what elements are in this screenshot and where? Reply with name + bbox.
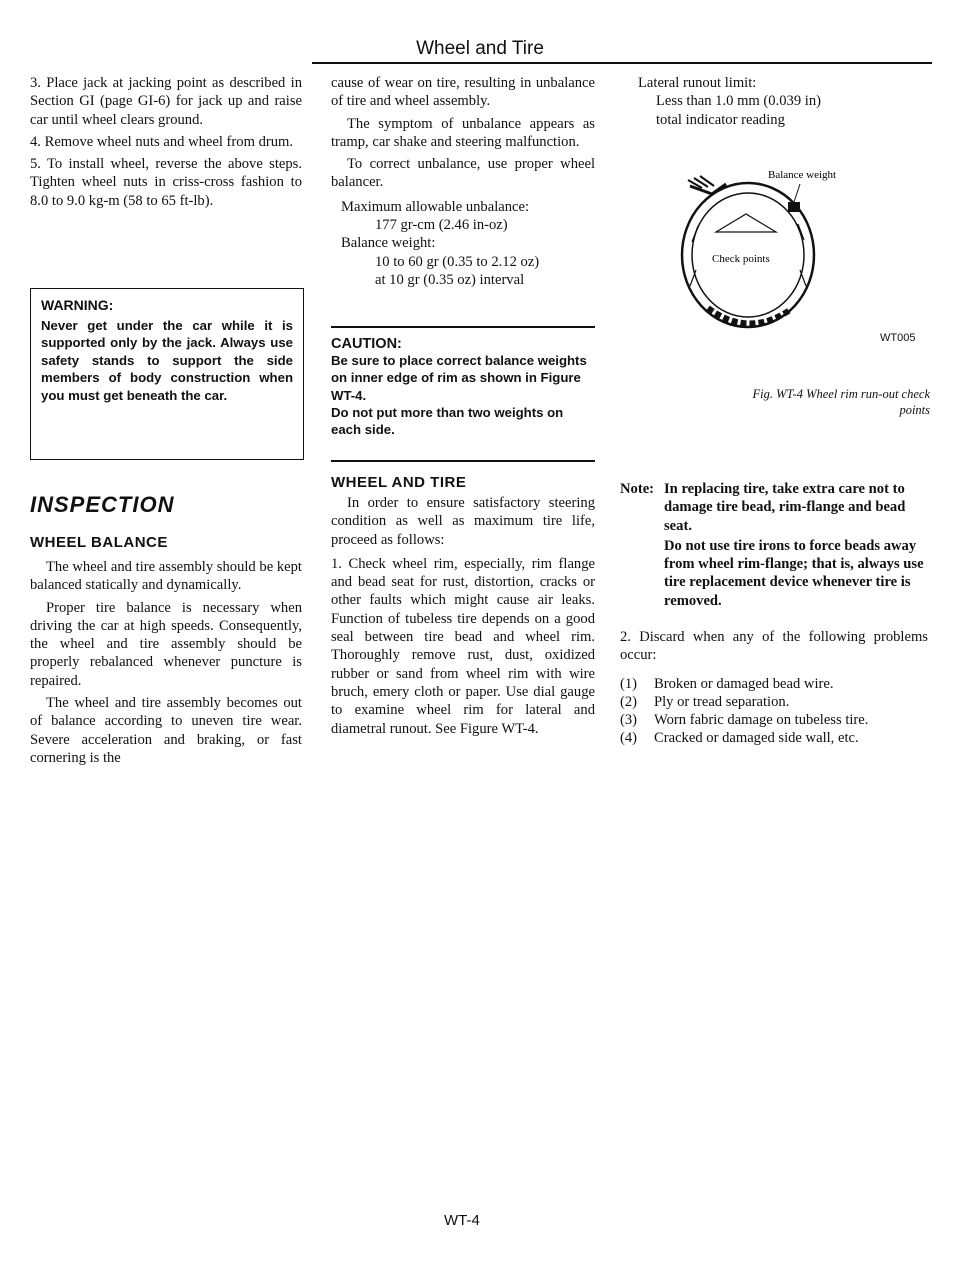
section-heading-inspection: INSPECTION — [30, 492, 175, 517]
list-item: (4) Cracked or damaged side wall, etc. — [620, 730, 859, 747]
figure-caption — [610, 386, 930, 418]
column-1 — [30, 74, 302, 214]
subheading-wheel-balance: WHEEL BALANCE — [30, 534, 168, 551]
runout-limit — [638, 74, 928, 129]
spec-weight-interval: at 10 gr (0.35 oz) interval — [375, 271, 525, 288]
discard-intro: 2. Discard when any of the following problems occur: — [620, 629, 928, 664]
paragraph: Proper tire balance is necessary when driving the car at high speeds. Consequently, the wheel and tire assembly should be properly rebalanced whenever puncture is repaired. — [30, 599, 302, 689]
figure-caption-line1: Fig. WT-4 Wheel rim run-out check — [752, 387, 930, 401]
paragraph: The wheel and tire assembly becomes out of balance according to uneven tire wear. Severe acceleration and braking, or fast cornering is the — [30, 695, 302, 766]
limit-value-note: total indicator reading — [656, 111, 785, 128]
list-item: (3) Worn fabric damage on tubeless tire. — [620, 712, 869, 729]
warning-title: WARNING: — [41, 297, 114, 313]
paragraph: In order to ensure satisfactory steering condition as well as maximum tire life, proceed as follows: — [331, 495, 595, 548]
discard-block — [620, 628, 928, 748]
list-item: (2) Ply or tread separation. — [620, 693, 790, 710]
spec-block — [331, 198, 595, 289]
caution-text-2: Do not put more than two weights on each side. — [331, 404, 564, 438]
note-label: Note: — [620, 481, 655, 497]
header-rule — [312, 62, 932, 64]
limit-value: Less than 1.0 mm (0.039 in) — [656, 93, 821, 110]
note-block — [620, 480, 928, 610]
spec-weight-label: Balance weight: — [341, 235, 436, 252]
check-points-label: Check points — [712, 253, 770, 265]
figure-caption-line2: points — [899, 403, 930, 417]
warning-box — [30, 288, 304, 460]
wheel-and-tire-text — [331, 494, 595, 742]
list-item: (1) Broken or damaged bead wire. — [620, 675, 834, 692]
spec-unbalance-value: 177 gr-cm (2.46 in-oz) — [375, 217, 508, 234]
paragraph: The wheel and tire assembly should be kept balanced statically and dynamically. — [30, 559, 302, 594]
page-header: Wheel and Tire — [416, 38, 544, 59]
paragraph: cause of wear on tire, resulting in unbalance of tire and wheel assembly. — [331, 75, 595, 110]
limit-label: Lateral runout limit: — [638, 75, 757, 91]
step-5: 5. To install wheel, reverse the above steps. Tighten wheel nuts in criss-cross fashion to 8.0 to 9.0 kg-m (58 to 65 ft-lb). — [30, 156, 302, 209]
figure-code: WT005 — [880, 332, 916, 344]
column-2 — [331, 74, 595, 289]
caution-title: CAUTION: — [331, 336, 402, 352]
caution-bottom-rule — [331, 460, 595, 462]
note-text-2: Do not use tire irons to force beads away from wheel rim-flange; that is, always use tire replacement device whenever tire is removed. — [664, 537, 924, 609]
caution-top-rule — [331, 326, 595, 328]
spec-unbalance-label: Maximum allowable unbalance: — [341, 198, 530, 215]
paragraph: 1. Check wheel rim, especially, rim flange and bead seat for rust, distortion, cracks or other faults which might cause air leaks. Function of tubeless tire depends on a good seal between tire bead and wheel rim. Thoroughly remove rust, dust, oxidized rubber or sand from wheel rim with wire bruch, emery cloth or paper. Use dial gauge to examine wheel rim for lateral and diametral runout. See Figure WT-4. — [331, 555, 595, 737]
paragraph: The symptom of unbalance appears as tramp, car shake and steering malfunction. — [331, 115, 595, 150]
caution-text-1: Be sure to place correct balance weights on inner edge of rim as shown in Figure WT-4. — [331, 353, 587, 403]
note-text-1: In replacing tire, take extra care not to damage tire bead, rim-flange and bead seat. — [664, 481, 906, 534]
subheading-wheel-and-tire: WHEEL AND TIRE — [331, 474, 467, 491]
balance-weight-marker — [788, 202, 800, 212]
step-3: 3. Place jack at jacking point as described in Section GI (page GI-6) for jack up and raise car until wheel clears ground. — [30, 75, 302, 128]
step-4: 4. Remove wheel nuts and wheel from drum. — [30, 133, 294, 150]
caution-box — [331, 336, 595, 438]
page-number: WT-4 — [444, 1212, 480, 1229]
wheel-balance-text — [30, 558, 302, 771]
warning-text: Never get under the car while it is supported only by the jack. Always use safety stands to support the side members of body construction when you must get beneath the car. — [41, 317, 293, 403]
paragraph: To correct unbalance, use proper wheel balancer. — [331, 156, 595, 191]
spec-weight-value: 10 to 60 gr (0.35 to 2.12 oz) — [375, 253, 540, 270]
wheel-rim-figure — [668, 160, 878, 340]
balance-weight-label: Balance weight — [768, 169, 837, 181]
